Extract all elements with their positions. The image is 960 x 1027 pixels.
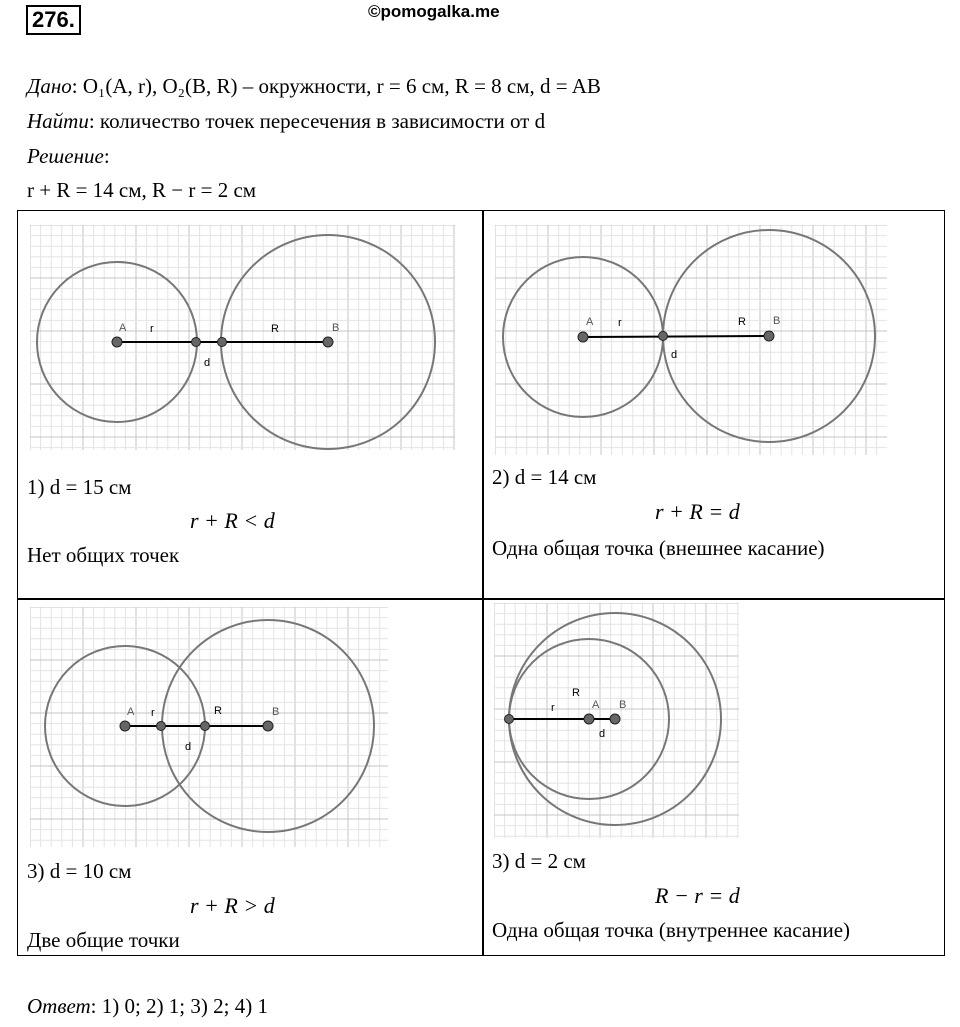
table-horizontal-divider <box>17 598 945 600</box>
label-b: B <box>272 706 280 718</box>
case-3-title: 3) d = 10 см <box>27 859 132 883</box>
segment-ab <box>583 336 769 337</box>
case-2-title: 2) d = 14 см <box>492 465 597 489</box>
label-R: R <box>214 705 222 717</box>
grid-lines <box>495 225 887 455</box>
solution-label: Решение <box>27 144 104 168</box>
point-a <box>112 337 122 347</box>
find-text: : количество точек пересечения в зависимости от d <box>88 109 546 133</box>
label-R: R <box>271 323 279 335</box>
figure-case-1 <box>30 225 455 450</box>
label-r: r <box>551 702 555 714</box>
point-b <box>263 721 273 731</box>
point-b <box>764 331 774 341</box>
solution-text: : <box>103 144 110 168</box>
table-vertical-divider <box>482 210 484 956</box>
problem-number: 276. <box>26 5 81 35</box>
point-tangent-R <box>218 338 227 347</box>
figure-case-3 <box>30 607 388 847</box>
case-1-formula: r + R < d <box>190 508 275 533</box>
label-a: A <box>586 316 594 328</box>
label-b: B <box>619 699 627 711</box>
label-r: r <box>150 323 154 335</box>
label-a: A <box>127 706 135 718</box>
given-label: Дано <box>27 74 72 98</box>
case-2-formula: r + R = d <box>655 499 740 524</box>
label-d: d <box>204 357 211 369</box>
point-intersection-2 <box>201 722 210 731</box>
point-a <box>120 721 130 731</box>
label-d: d <box>185 741 192 753</box>
find-line <box>27 109 545 134</box>
grid-lines <box>30 225 455 450</box>
label-r: r <box>618 317 622 329</box>
case-4-conclusion: Одна общая точка (внутреннее касание) <box>492 918 851 942</box>
sums-line: r + R = 14 см, R − r = 2 см <box>27 178 257 202</box>
case-2-conclusion: Одна общая точка (внешнее касание) <box>492 536 825 560</box>
point-intersection-1 <box>157 722 166 731</box>
find-label: Найти <box>27 109 89 133</box>
case-4-formula: R − r = d <box>655 883 740 908</box>
label-R: R <box>738 316 746 328</box>
point-a <box>584 714 594 724</box>
label-b: B <box>773 315 781 327</box>
given-line <box>27 74 601 99</box>
case-4-title: 3) d = 2 см <box>492 849 586 873</box>
given-text: : O₁(A, r), O₂(B, R) – окружности, r = 6 см, R = 8 см, d = AB <box>71 74 601 98</box>
label-a: A <box>592 699 600 711</box>
case-1-title: 1) d = 15 см <box>27 475 132 499</box>
point-b <box>610 714 620 724</box>
answer-label: Ответ <box>27 994 91 1018</box>
label-b: B <box>332 322 340 334</box>
label-d: d <box>599 728 606 740</box>
label-d: d <box>671 349 678 361</box>
point-b <box>323 337 333 347</box>
case-3-formula: r + R > d <box>190 893 275 918</box>
label-a: A <box>119 322 127 334</box>
answer-line <box>27 994 268 1019</box>
solution-line <box>27 144 110 169</box>
figure-case-4 <box>494 603 739 838</box>
case-1-conclusion: Нет общих точек <box>27 543 180 567</box>
point-a <box>578 332 588 342</box>
point-tangent <box>659 332 668 341</box>
figure-case-2 <box>495 225 887 455</box>
site-watermark: ©pomogalka.me <box>368 2 500 21</box>
case-3-conclusion: Две общие точки <box>27 928 180 952</box>
answer-text: : 1) 0; 2) 1; 3) 2; 4) 1 <box>90 994 268 1018</box>
label-r: r <box>151 707 155 719</box>
label-R: R <box>572 687 580 699</box>
point-tangent <box>505 715 514 724</box>
point-tangent-r <box>192 338 201 347</box>
